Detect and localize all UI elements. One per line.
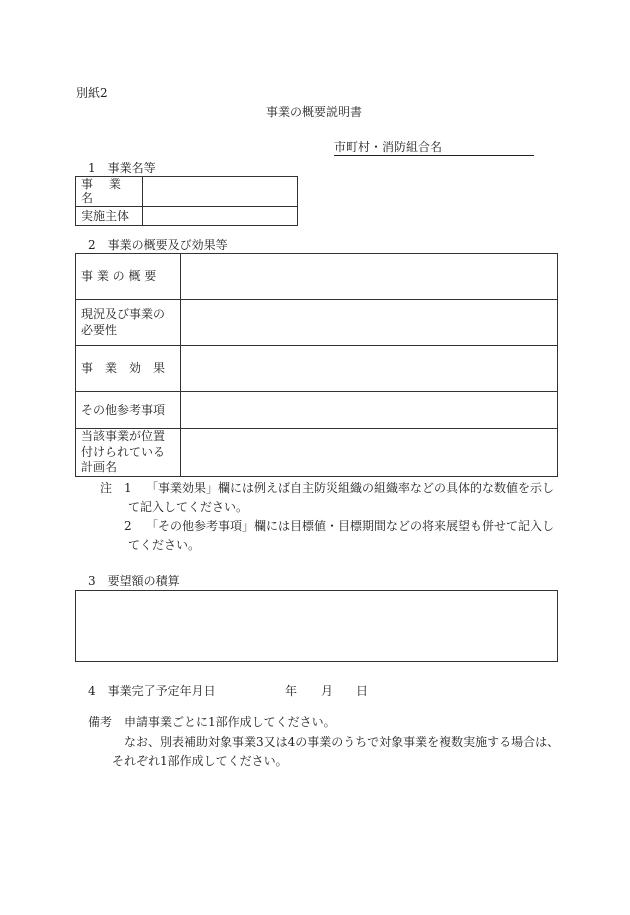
effect-field[interactable] <box>181 346 558 392</box>
other-reference-field[interactable] <box>181 392 558 429</box>
implementer-field[interactable] <box>143 206 298 225</box>
remarks-line3: それぞれ1部作成してください。 <box>112 754 288 768</box>
business-name-label: 事 業 名 <box>76 177 143 207</box>
note1-number: 1 <box>124 481 132 495</box>
estimate-field[interactable] <box>75 590 558 662</box>
necessity-field[interactable] <box>181 300 558 346</box>
plan-name-field[interactable] <box>181 429 558 477</box>
table-row <box>76 346 558 392</box>
table-row <box>76 254 558 300</box>
note2-line1: 「その他参考事項」欄には目標値・目標期間などの将来展望も併せて記入し <box>146 519 555 533</box>
business-name-field[interactable] <box>143 177 298 207</box>
table-row <box>76 300 558 346</box>
table-row <box>76 429 558 477</box>
plan-name-label: 当該事業が位置付けられている計画名 <box>76 429 181 477</box>
other-reference-label: その他参考事項 <box>76 392 181 429</box>
note2-line2: てください。 <box>128 538 201 552</box>
section1-heading: 1 事業名等 <box>88 161 156 175</box>
table-row <box>76 177 298 207</box>
page-title: 事業の概要説明書 <box>266 105 363 119</box>
section4-heading: 4 事業完了予定年月日 <box>88 684 216 698</box>
month-label: 月 <box>321 684 334 698</box>
year-label: 年 <box>285 684 298 698</box>
note-prefix: 注 <box>100 481 113 495</box>
implementer-label: 実施主体 <box>76 206 143 225</box>
attachment-label: 別紙2 <box>76 86 108 100</box>
day-label: 日 <box>356 684 369 698</box>
section2-table <box>75 253 558 477</box>
note2-number: 2 <box>124 519 132 533</box>
org-name-underline <box>334 155 534 156</box>
table-row <box>76 392 558 429</box>
table-row <box>76 206 298 225</box>
overview-field[interactable] <box>181 254 558 300</box>
necessity-label: 現況及び事業の必要性 <box>76 300 181 346</box>
overview-label: 事 業 の 概 要 <box>76 254 181 300</box>
remarks-label: 備考 <box>88 715 113 729</box>
note1-line1: 「事業効果」欄には例えば自主防災組織の組織率などの具体的な数値を示し <box>146 481 555 495</box>
remarks-line1: 申請事業ごとに1部作成してください。 <box>124 715 336 729</box>
section3-heading: 3 要望額の積算 <box>88 574 180 588</box>
section2-heading: 2 事業の概要及び効果等 <box>88 238 228 252</box>
effect-label: 事 業 効 果 <box>76 346 181 392</box>
org-name-label: 市町村・消防組合名 <box>334 140 443 154</box>
remarks-line2: なお、別表補助対象事業3又は4の事業のうちで対象事業を複数実施する場合は、 <box>124 735 560 749</box>
section1-table <box>75 176 298 226</box>
note1-line2: て記入してください。 <box>128 500 249 514</box>
